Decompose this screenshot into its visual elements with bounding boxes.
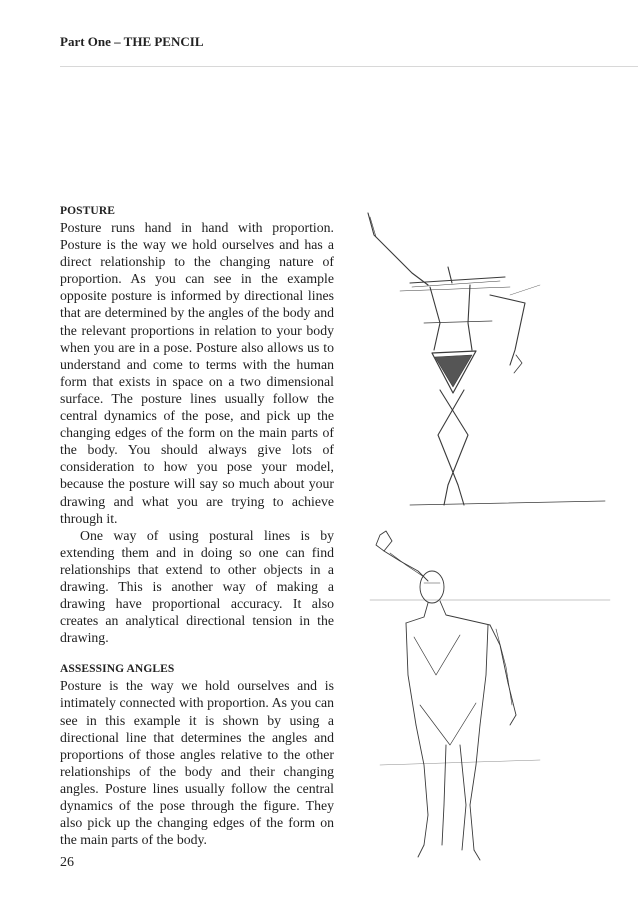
running-head: Part One – THE PENCIL bbox=[60, 34, 204, 49]
figure-drawing-sketch-icon bbox=[370, 531, 610, 860]
posture-paragraph-1: Posture runs hand in hand with proportion. Posture is the way we hold ourselves and has a direct relationship to the changing nature of proportion. As you can see in the example opposite posture is informed by directional lines that are determined by the angles of the body and the relevant proportions in relation to your body when you are in a pose. Posture also allows us to understand and come to terms with the human form that exists in space on a two dimensional surface. The posture lines usually follow the central dynamics of the pose, and pick up the changing edges of the form on the main parts of the body. You should always give lots of consideration to how you pose your model, because the posture will say so much about your drawing and what you are trying to achieve through it. bbox=[60, 220, 334, 526]
angles-paragraph-1: Posture is the way we hold ourselves and is intimately connected with proportion. As you can see in this example it is shown by using a directional line that determines the angles and proportions of those angles relative to the other relationships of the body and their changing angles. Posture lines usually follow the central dynamics of the pose through the figure. They also pick up the changing edges of the form on the main parts of the body. bbox=[60, 678, 334, 848]
text-column bbox=[60, 204, 334, 848]
section-heading-posture: POSTURE bbox=[60, 205, 116, 217]
header-rule bbox=[60, 66, 638, 67]
section-heading-assessing-angles: ASSESSING ANGLES bbox=[60, 663, 175, 676]
figure-sketch-panel bbox=[340, 205, 638, 865]
posture-paragraph-2: One way of using postural lines is by extending them and in doing so one can find relationships that extend to other objects in a drawing. This is another way of making a drawing have proportional accuracy. It also creates an analytical directional tension in the drawing. bbox=[60, 527, 334, 646]
page-number: 26 bbox=[60, 855, 74, 870]
posture-line-figure-sketch-icon bbox=[368, 213, 605, 505]
